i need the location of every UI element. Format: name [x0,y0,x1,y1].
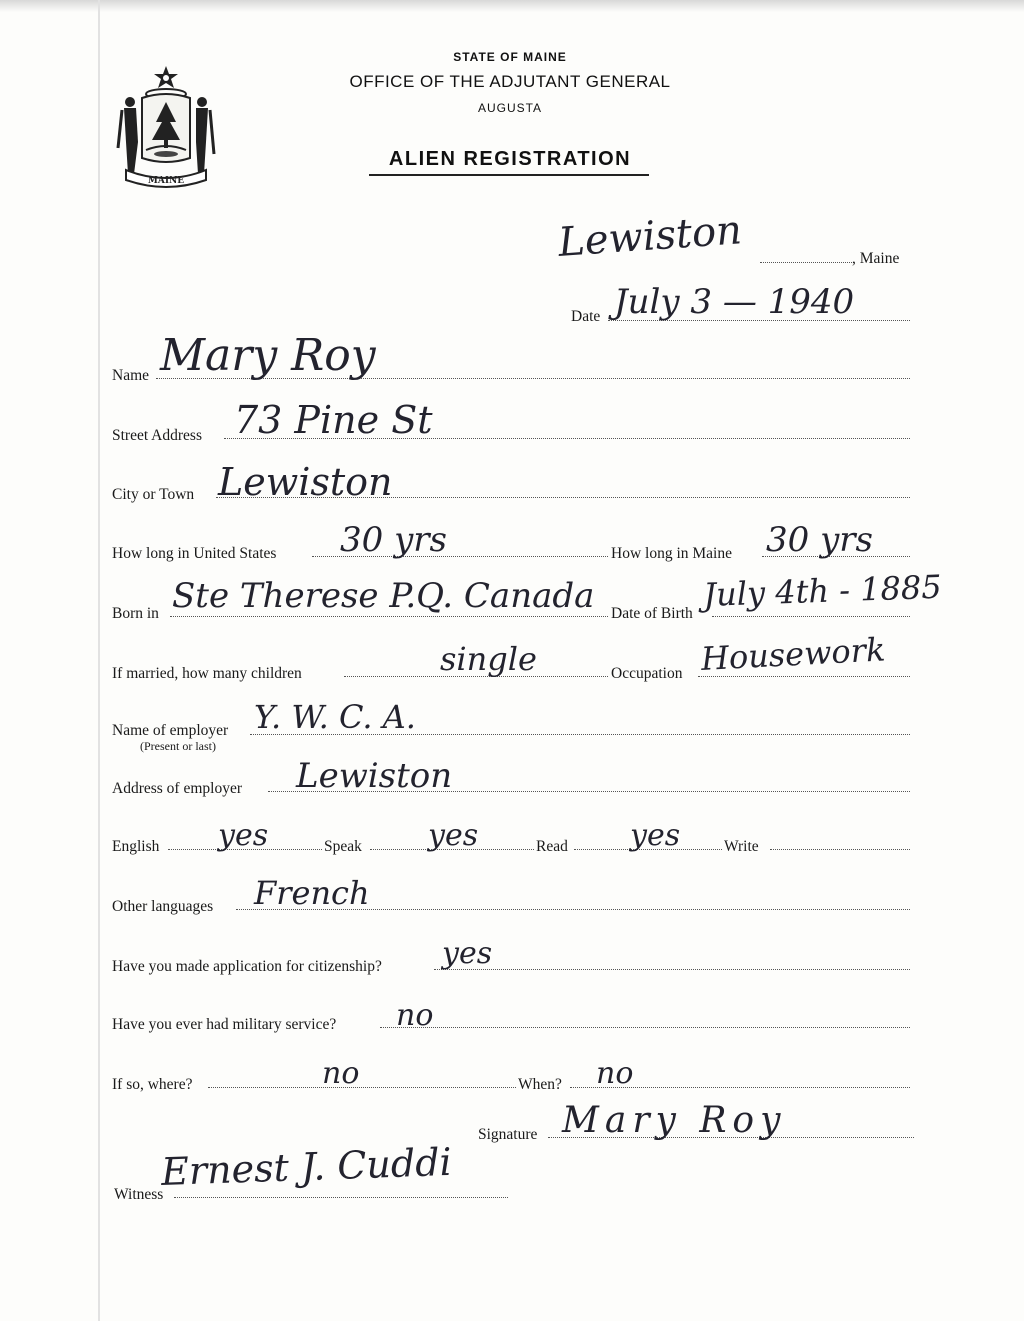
employer-label: Name of employer [112,722,229,739]
occupation-value: Housework [700,630,887,678]
how-long-maine-label: How long in Maine [611,545,732,562]
signature-label: Signature [478,1126,538,1143]
write-dots [770,849,910,850]
english-value: yes [218,818,269,853]
name-value: Mary Roy [160,330,376,381]
place-value: Lewiston [556,207,744,266]
when-value: no [596,1056,634,1091]
how-long-us-label: How long in United States [112,545,277,562]
citizenship-value: yes [442,936,493,971]
seal-text: MAINE [147,176,185,186]
how-long-us-value: 30 yrs [340,520,447,560]
other-languages-value: French [254,874,370,912]
employer-address-label: Address of employer [112,780,242,797]
born-in-value: Ste Therese P.Q. Canada [172,576,595,616]
street-value: 73 Pine St [234,398,433,442]
english-label: English [112,838,160,855]
employer-address-value: Lewiston [296,756,453,796]
citizenship-label: Have you made application for citizenship? [112,958,382,975]
date-value: July 3 — 1940 [614,282,855,322]
where-value: no [322,1056,360,1091]
street-label: Street Address [112,427,202,444]
born-in-dots [170,616,608,617]
speak-label: Speak [324,838,362,855]
where-dots [208,1087,516,1088]
date-of-birth-dots [712,616,910,617]
header-office: OFFICE OF THE ADJUTANT GENERAL [349,72,671,91]
speak-value: yes [428,818,479,853]
born-in-label: Born in [112,605,159,622]
place-suffix: , Maine [852,250,900,267]
citizenship-dots [434,969,910,970]
signature-value: Mary Roy [562,1100,787,1141]
military-value: no [396,998,434,1033]
city-value: Lewiston [218,460,393,504]
other-languages-label: Other languages [112,898,214,915]
header-state: STATE OF MAINE [453,50,567,64]
maine-state-seal-icon [112,62,220,190]
city-label: City or Town [112,486,195,503]
write-label: Write [724,838,759,855]
name-label: Name [112,367,150,384]
title-underline [369,174,649,176]
scan-edge-top [0,0,1024,12]
where-label: If so, where? [112,1076,193,1093]
military-label: Have you ever had military service? [112,1016,337,1033]
date-label: Date [571,308,601,325]
occupation-label: Occupation [611,665,683,682]
when-label: When? [518,1076,562,1093]
scan-edge-left [98,0,100,1321]
read-label: Read [536,838,568,855]
date-of-birth-label: Date of Birth [611,605,693,622]
date-of-birth-value: July 4th - 1885 [702,567,943,614]
read-value: yes [630,818,681,853]
employer-value: Y. W. C. A. [254,698,416,736]
employer-sublabel: (Present or last) [140,739,216,753]
form-title: ALIEN REGISTRATION [388,148,632,170]
children-label: If married, how many children [112,665,302,682]
children-value: single [440,640,537,678]
place-dots [760,262,852,263]
how-long-maine-value: 30 yrs [766,520,873,560]
witness-label: Witness [114,1186,164,1203]
witness-dots [174,1197,508,1198]
witness-value: Ernest J. Cuddi [160,1139,453,1194]
military-dots [380,1027,910,1028]
header-city: AUGUSTA [477,101,543,115]
